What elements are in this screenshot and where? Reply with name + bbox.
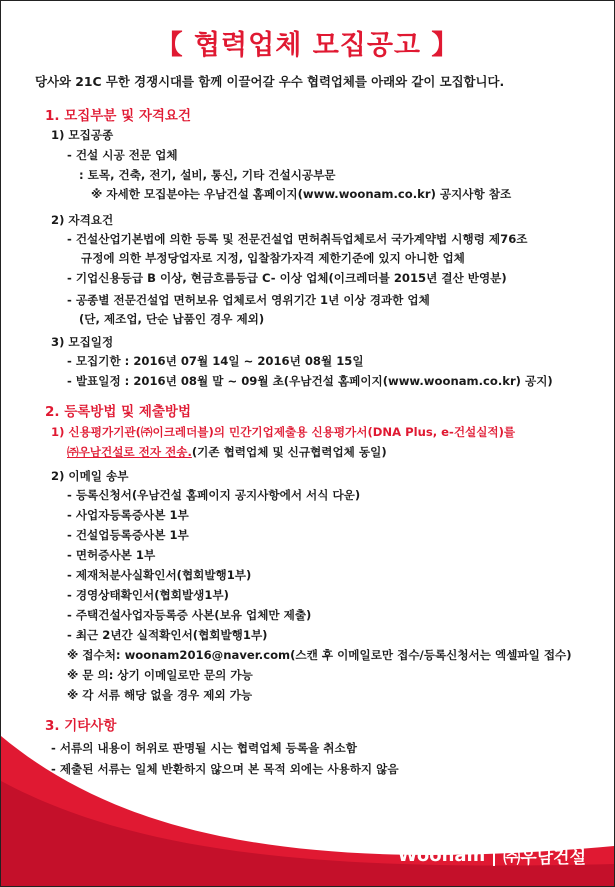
s1-sub1-line: - 건설 시공 전문 업체 <box>67 148 178 162</box>
s1-sub2-line: - 건설산업기본법에 의한 등록 및 전문건설업 면허취득업체로서 국가계약법 시행령 제76조 <box>67 232 528 246</box>
logo-korean: ㈜우남건설 <box>503 848 586 868</box>
s2-sub2-heading: 2) 이메일 송부 <box>51 469 129 483</box>
s1-sub2-line: (단, 제조업, 단순 납품인 경우 제외) <box>79 312 265 326</box>
section-2-heading: 2. 등록방법 및 제출방법 <box>45 404 191 420</box>
logo-swoosh-icon <box>502 828 536 842</box>
list-item: - 제재처분사실확인서(협회발행1부) <box>67 568 252 582</box>
logo-english: Woonam <box>397 845 486 866</box>
section-1-heading: 1. 모집부분 및 자격요건 <box>45 108 191 124</box>
s1-sub1-heading: 1) 모집공종 <box>51 128 114 142</box>
s2-note-email: ※ 접수처: woonam2016@naver.com(스캔 후 이메일로만 접수/등록신청서는 엑셀파일 접수) <box>67 648 572 662</box>
s1-sub2-heading: 2) 자격요건 <box>51 213 114 227</box>
s1-sub1-note: ※ 자세한 모집분야는 우남건설 홈페이지(www.woonam.co.kr) 공지사항 참조 <box>91 187 512 201</box>
list-item: - 건설업등록증사본 1부 <box>67 528 189 542</box>
list-item: - 등록신청서(우남건설 홈페이지 공지사항에서 서식 다운) <box>67 488 361 502</box>
s2-sub1-red-text: ㈜우남건설로 전자 전송. <box>67 445 192 459</box>
s1-sub3-line: - 발표일정 : 2016년 08월 말 ~ 09월 초(우남건설 홈페이지(www.woonam.co.kr) 공지) <box>67 374 553 388</box>
list-item: - 면허증사본 1부 <box>67 548 156 562</box>
s2-note-exclusion: ※ 각 서류 해당 없을 경우 제외 가능 <box>67 688 253 702</box>
s1-sub1-line: : 토목, 건축, 전기, 설비, 통신, 기타 건설시공부문 <box>79 168 336 182</box>
s1-sub2-line: 규정에 의한 부정당업자로 지정, 입찰참가자격 제한기준에 있지 아니한 업체 <box>81 251 465 265</box>
s2-sub1-line2 <box>67 444 387 460</box>
list-item: - 주택건설사업자등록증 사본(보유 업체만 제출) <box>67 608 312 622</box>
s2-sub1-black-text: (기존 협력업체 및 신규협력업체 동일) <box>191 445 387 459</box>
s1-sub3-line: - 모집기한 : 2016년 07월 14일 ~ 2016년 08월 15일 <box>67 354 364 368</box>
s1-sub3-heading: 3) 모집일정 <box>51 335 114 349</box>
s1-sub2-line: - 기업신용등급 B 이상, 현금흐름등급 C- 이상 업체(이크레더블 2015년 결산 반영분) <box>67 271 507 285</box>
company-logo <box>398 843 586 868</box>
s2-note-inquiry: ※ 문 의: 상기 이메일로만 문의 가능 <box>67 668 253 682</box>
list-item: - 경영상태확인서(협회발생1부) <box>67 588 229 602</box>
logo-divider <box>493 846 495 866</box>
s3-line: - 제출된 서류는 일체 반환하지 않으며 본 목적 외에는 사용하지 않음 <box>51 762 399 776</box>
list-item: - 최근 2년간 실적확인서(협회발행1부) <box>67 628 268 642</box>
page-title: 【 협력업체 모집공고 】 <box>155 30 460 61</box>
section-3-heading: 3. 기타사항 <box>45 718 117 734</box>
list-item: - 사업자등록증사본 1부 <box>67 508 189 522</box>
s2-sub1-red-line: 1) 신용평가기관(㈜이크레더블)의 민간기업제출용 신용평가서(DNA Plus, e-건설실적)를 <box>51 425 516 439</box>
s1-sub2-line: - 공종별 전문건설업 면허보유 업체로서 영위기간 1년 이상 경과한 업체 <box>67 293 430 307</box>
intro-text: 당사와 21C 무한 경쟁시대를 함께 이끌어갈 우수 협력업체를 아래와 같이 모집합니다. <box>35 74 505 89</box>
s3-line: - 서류의 내용이 허위로 판명될 시는 협력업체 등록을 취소함 <box>51 741 357 755</box>
